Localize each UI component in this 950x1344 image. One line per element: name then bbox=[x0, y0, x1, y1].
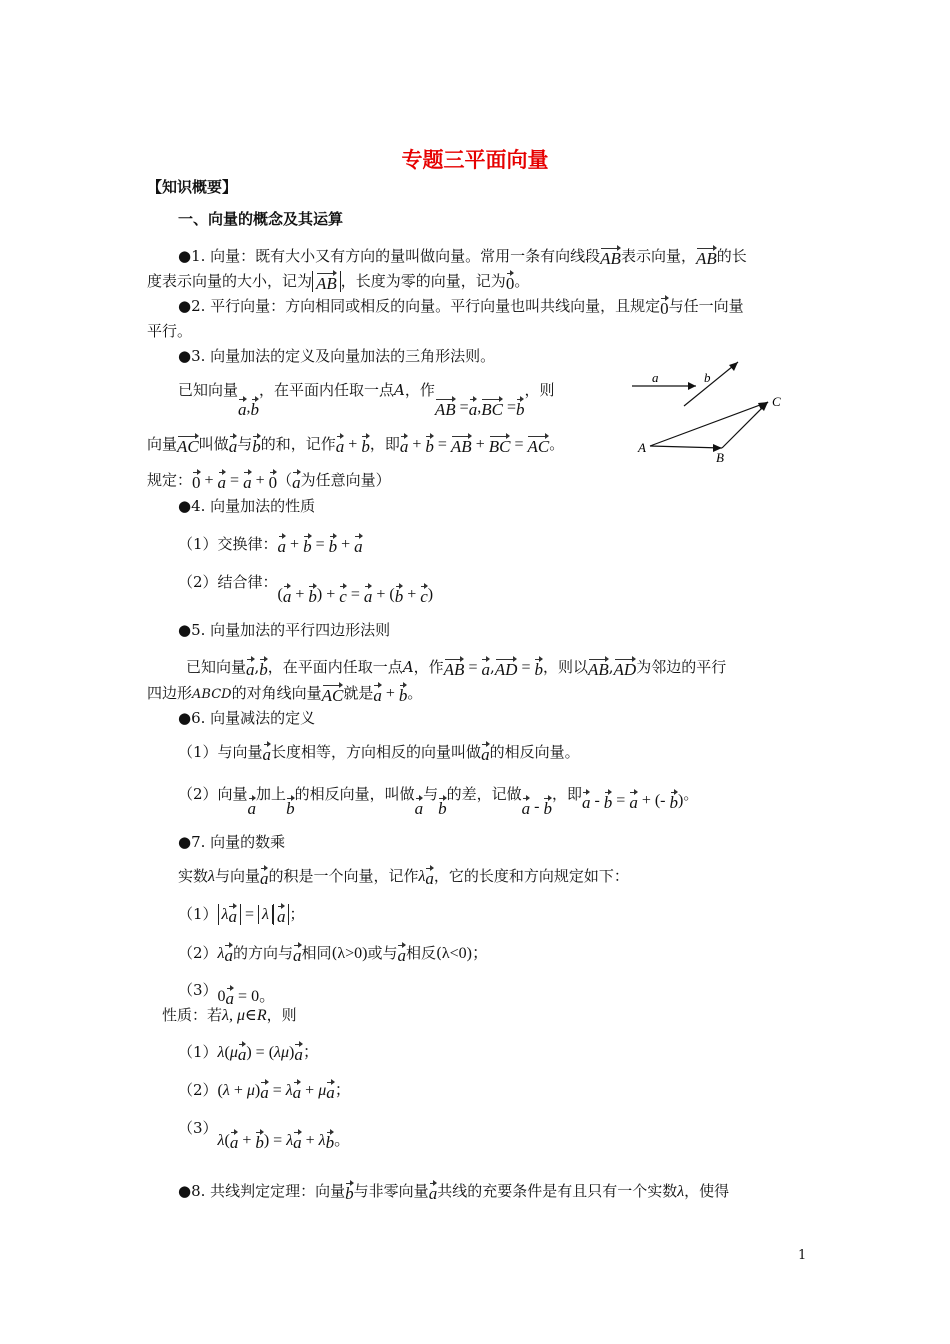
label-b: b bbox=[704, 370, 711, 385]
math-symbol: (a + b) + c = a + (b + c) bbox=[277, 586, 434, 606]
math-symbol: μ bbox=[246, 1082, 255, 1099]
commutative-law: （1）交换律：a + b = b + a bbox=[178, 535, 363, 556]
math-symbol: a bbox=[354, 534, 363, 555]
math-symbol: + bbox=[471, 436, 489, 453]
math-symbol: a bbox=[481, 742, 490, 763]
math-symbol: a bbox=[238, 1042, 247, 1063]
math-symbol: λ bbox=[262, 906, 269, 923]
math-symbol: AC bbox=[177, 434, 199, 455]
item-1-line-1: ●1. 向量：既有大小又有方向的量叫做向量。常用一条有向线段AB表示向量，AB的长 bbox=[178, 247, 747, 268]
vector-AC-arrow bbox=[650, 402, 768, 446]
math-symbol: AB bbox=[444, 657, 465, 678]
math-symbol: b bbox=[252, 434, 261, 455]
math-symbol: a bbox=[224, 943, 233, 964]
item-4-heading: ●4. 向量加法的性质 bbox=[178, 497, 316, 515]
item-3-line-2: 向量AC叫做a与b的和，记作a + b，即a + b = AB + BC = AC。 bbox=[147, 435, 565, 456]
math-symbol: AB bbox=[435, 397, 456, 418]
math-symbol: c bbox=[339, 584, 347, 605]
subsection-heading: 一、向量的概念及其运算 bbox=[178, 210, 344, 228]
math-symbol: a bbox=[481, 657, 490, 678]
math-symbol: AB bbox=[316, 271, 337, 292]
properties-intro: 性质：若λ, μ∈R，则 bbox=[162, 1006, 297, 1024]
vector-addition-diagram bbox=[628, 358, 798, 468]
math-symbol: a - b = a + (- b) bbox=[581, 792, 684, 812]
math-symbol: a bbox=[469, 397, 478, 418]
math-symbol: a bbox=[246, 657, 255, 678]
math-symbol: λ(a + b) = λa + λb。 bbox=[217, 1132, 351, 1152]
math-symbol: b bbox=[308, 584, 317, 605]
page-number: 1 bbox=[798, 1248, 807, 1263]
math-symbol: a - b bbox=[521, 798, 552, 818]
item-5-line-2: 四边形ABCD的对角线向量AC就是a + b。 bbox=[147, 684, 423, 705]
item-2-line-2: 平行。 bbox=[147, 322, 193, 340]
math-symbol: b bbox=[326, 1130, 335, 1151]
math-symbol: a bbox=[364, 584, 373, 605]
math-symbol: b bbox=[534, 657, 543, 678]
rule-line: 规定：0 + a = a + 0（a为任意向量） bbox=[147, 471, 391, 492]
math-symbol: b bbox=[604, 790, 613, 811]
math-symbol: λ bbox=[208, 868, 215, 885]
math-symbol: b bbox=[438, 796, 447, 817]
vector-AB: AB bbox=[600, 246, 621, 267]
math-symbol: λ, μ∈R bbox=[222, 1007, 267, 1024]
label-C: C bbox=[772, 394, 781, 409]
math-symbol: = bbox=[517, 659, 535, 676]
math-symbol: b bbox=[516, 397, 525, 418]
math-symbol bbox=[273, 904, 290, 925]
math-symbol: λ bbox=[418, 868, 426, 885]
math-symbol: AD bbox=[614, 657, 637, 678]
property-3: （3）λ(a + b) = λa + λb。 bbox=[178, 1119, 351, 1152]
math-symbol: λ bbox=[217, 945, 225, 962]
math-symbol: λ bbox=[677, 1183, 685, 1200]
math-symbol: = bbox=[510, 436, 528, 453]
math-symbol: b bbox=[259, 657, 268, 678]
math-symbol: 0 bbox=[192, 470, 201, 491]
math-symbol: λ bbox=[221, 906, 229, 923]
math-symbol: a bbox=[425, 866, 434, 887]
item-7-rule-1: （1） λa = λ a ； bbox=[178, 905, 305, 926]
math-symbol: + bbox=[337, 536, 355, 553]
math-symbol: 0a = 0。 bbox=[217, 988, 276, 1008]
math-symbol: + bbox=[408, 436, 426, 453]
math-symbol: λ bbox=[217, 1044, 225, 1061]
math-symbol: a bbox=[522, 796, 531, 817]
associative-law: （2）结合律：(a + b) + c = a + (b + c) bbox=[178, 573, 434, 606]
math-symbol: a,b bbox=[238, 399, 260, 419]
math-symbol: + bbox=[344, 436, 362, 453]
math-symbol: AC bbox=[322, 683, 344, 704]
math-symbol: a bbox=[260, 1080, 269, 1101]
math-symbol: a bbox=[277, 904, 286, 925]
math-symbol: a bbox=[260, 866, 269, 887]
math-symbol: AB =a,BC =b bbox=[434, 399, 525, 419]
item-3-line-1: 已知向量a,b，在平面内任取一点A，作AB =a,BC =b，则 bbox=[178, 381, 555, 419]
math-symbol: a bbox=[283, 584, 292, 605]
math-symbol: BC bbox=[481, 397, 503, 418]
math-symbol: BC bbox=[489, 434, 511, 455]
math-symbol: λ bbox=[318, 1132, 326, 1149]
math-symbol: AC bbox=[527, 434, 549, 455]
math-symbol: c bbox=[420, 584, 428, 605]
math-symbol: (λ + μ)a = λa + μa； bbox=[217, 1082, 351, 1102]
property-1: （1）λ(μa) = (λμ)a； bbox=[178, 1043, 319, 1064]
arrowhead-icon bbox=[688, 382, 696, 390]
math-symbol: + bbox=[200, 472, 218, 489]
vector-b-arrow bbox=[684, 362, 738, 406]
item-7-rule-3: （3）0a = 0。 bbox=[178, 981, 276, 1008]
math-symbol: a bbox=[229, 434, 238, 455]
math-symbol: a bbox=[397, 943, 406, 964]
math-symbol: b bbox=[425, 434, 434, 455]
math-symbol: = bbox=[311, 536, 329, 553]
math-symbol: + bbox=[286, 536, 304, 553]
label-A: A bbox=[638, 440, 646, 455]
item-6-heading: ●6. 向量减法的定义 bbox=[178, 709, 316, 727]
math-symbol: a bbox=[292, 470, 301, 491]
math-symbol: μ bbox=[280, 1044, 289, 1061]
math-symbol: a bbox=[293, 943, 302, 964]
math-symbol: a bbox=[294, 1042, 303, 1063]
math-symbol: a bbox=[263, 742, 272, 763]
math-symbol: ABCD bbox=[192, 687, 232, 702]
item-7-line-1: 实数λ与向量a的积是一个向量，记作λa，它的长度和方向规定如下： bbox=[178, 867, 629, 888]
math-symbol: λ bbox=[222, 1082, 230, 1099]
math-symbol: a bbox=[248, 796, 257, 817]
math-symbol: a bbox=[400, 434, 409, 455]
math-symbol: + bbox=[381, 685, 399, 702]
math-symbol: a bbox=[218, 470, 227, 491]
math-symbol: b bbox=[361, 434, 370, 455]
math-symbol: A bbox=[402, 658, 414, 676]
math-symbol: b bbox=[251, 397, 260, 418]
math-symbol: a bbox=[230, 1130, 239, 1151]
math-symbol: 0 bbox=[506, 271, 515, 292]
item-2-line-1: ●2. 平行向量：方向相同或相反的向量。平行向量也叫共线向量，且规定0与任一向量 bbox=[178, 297, 744, 318]
math-symbol: b bbox=[286, 796, 295, 817]
math-symbol: λ(μa) = (λμ)a； bbox=[217, 1044, 319, 1064]
math-symbol: A bbox=[394, 381, 405, 399]
math-symbol: AB bbox=[588, 657, 609, 678]
property-2: （2）(λ + μ)a = λa + μa； bbox=[178, 1081, 351, 1102]
item-6-line-1: （1）与向量a长度相等，方向相反的向量叫做a的相反向量。 bbox=[178, 743, 580, 764]
math-symbol: a bbox=[228, 904, 237, 925]
item-1-line-2: 度表示向量的大小，记为 AB ，长度为零的向量，记为0。 bbox=[147, 272, 530, 293]
item-6-line-2: （2）向量a加上b的相反向量，叫做a与b的差，记做a - b，即a - b = a + (- b)。 bbox=[178, 785, 699, 818]
section-heading: 【知识概要】 bbox=[147, 178, 238, 196]
math-symbol: b bbox=[395, 584, 404, 605]
item-7-rule-2: （2）λa的方向与a相同(λ>0)或与a相反(λ<0)； bbox=[178, 944, 488, 965]
math-symbol: b bbox=[255, 1130, 264, 1151]
math-symbol: = bbox=[240, 906, 259, 923]
math-symbol: a bbox=[243, 470, 252, 491]
math-symbol bbox=[218, 904, 241, 925]
math-symbol: a bbox=[373, 683, 382, 704]
math-symbol: λ bbox=[217, 1132, 225, 1149]
math-symbol: + bbox=[251, 472, 269, 489]
math-symbol: a bbox=[415, 796, 424, 817]
math-symbol: = bbox=[433, 436, 451, 453]
math-symbol: AD bbox=[495, 657, 518, 678]
math-symbol: AB bbox=[451, 434, 472, 455]
item-7-heading: ●7. 向量的数乘 bbox=[178, 833, 286, 851]
math-symbol: b bbox=[543, 796, 552, 817]
page-title: 专题三平面向量 bbox=[401, 148, 549, 172]
item-5-heading: ●5. 向量加法的平行四边形法则 bbox=[178, 621, 391, 639]
math-symbol: = bbox=[226, 472, 244, 489]
math-symbol: a bbox=[293, 1080, 302, 1101]
math-symbol: a bbox=[326, 1080, 335, 1101]
math-symbol: a bbox=[629, 790, 638, 811]
math-symbol: a bbox=[226, 986, 235, 1007]
math-symbol: b bbox=[303, 534, 312, 555]
arrowhead-icon bbox=[729, 362, 738, 371]
math-symbol: λ bbox=[286, 1132, 294, 1149]
math-symbol: λ<0)； bbox=[441, 945, 488, 962]
item-8-line-1: ●8. 共线判定定理：向量b与非零向量a共线的充要条件是有且只有一个实数λ，使得 bbox=[178, 1182, 730, 1203]
label-B: B bbox=[716, 450, 724, 465]
math-symbol: 0 bbox=[660, 296, 669, 317]
math-symbol: b bbox=[329, 534, 338, 555]
math-symbol: 0 bbox=[269, 470, 278, 491]
math-symbol: λ>0) bbox=[337, 945, 368, 962]
math-symbol: λ bbox=[274, 1044, 281, 1061]
math-symbol: λ bbox=[285, 1082, 293, 1099]
math-symbol: b bbox=[399, 683, 408, 704]
vector-AB: AB bbox=[696, 246, 717, 267]
label-a: a bbox=[652, 370, 659, 385]
math-symbol: a bbox=[293, 1130, 302, 1151]
math-symbol: = bbox=[464, 659, 482, 676]
item-3-heading: ●3. 向量加法的定义及向量加法的三角形法则。 bbox=[178, 347, 496, 365]
math-symbol bbox=[312, 271, 341, 292]
math-symbol: a bbox=[582, 790, 591, 811]
math-symbol: μ bbox=[229, 1044, 238, 1061]
math-symbol: μ bbox=[318, 1082, 327, 1099]
math-symbol: a bbox=[278, 534, 287, 555]
math-symbol bbox=[258, 905, 273, 924]
item-5-line-1: 已知向量a,b，在平面内任取一点A，作AB = a,AD = b，则以AB,AD为邻边的平行 bbox=[186, 658, 727, 679]
vector-AB-arrow bbox=[650, 446, 722, 448]
math-symbol: a bbox=[238, 397, 247, 418]
math-symbol: a bbox=[336, 434, 345, 455]
math-symbol: b bbox=[345, 1181, 354, 1202]
math-symbol: b bbox=[670, 790, 679, 811]
math-symbol: a bbox=[429, 1181, 438, 1202]
